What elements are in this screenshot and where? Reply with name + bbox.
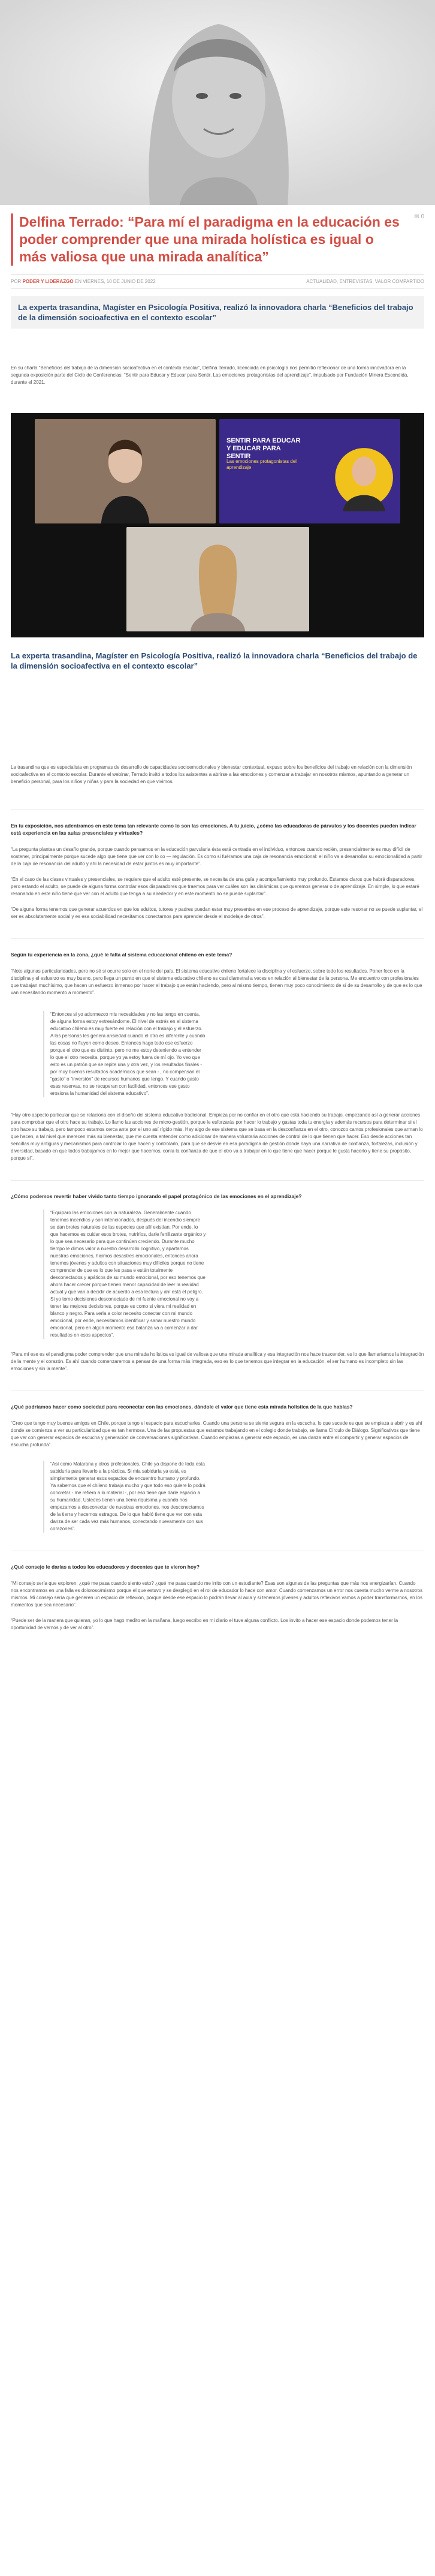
answer-3 <box>11 1351 424 1373</box>
answer-1c <box>11 906 424 920</box>
video-tile-speaker <box>126 527 309 631</box>
article-title-block <box>11 213 424 266</box>
answer-1b <box>11 876 424 898</box>
comment-count[interactable] <box>414 213 424 220</box>
article-meta <box>11 274 424 289</box>
banner-background <box>219 419 400 523</box>
answer-2a <box>11 968 424 997</box>
answer-3-text: “Para mí ese es el paradigma poder comprender que una mirada holística es igual de valiosa que una mirada analítica y esa integración nos hace trascender, es lo que llamaríamos la integración de la mente y el corazón. Es ahí cuando comenzaremos a pensar de una forma más integrada, eso es lo que tenemos que integrar en la educación, el ser humano es incompleto sin las emociones y sin la mente”. <box>11 1352 424 1371</box>
category-list[interactable]: ACTUALIDAD, ENTREVISTAS, VALOR COMPARTIDO <box>306 279 424 284</box>
question-3: ¿Cómo podemos revertir haber vivido tanto tiempo ignorando el papel protagónico de las emociones en el aprendizaje? <box>11 1193 302 1199</box>
pull-quote-1: “Entonces si yo adormezco mis necesidades y no las tengo en cuenta, de alguna forma estoy extresándome. El nivel de estrés en el sistema educativo chileno es muy fuerte en relación con el trabajo y el esfuerzo. A las personas les genera ansiedad cuando el otro es diferente y cuando las cosas no fluyen como deseo. Entonces hago todo ese esfuerzo porque el otro que es distinto, pero no me estoy deteniendo a entender lo que el otro necesita, porque yo ya estoy fuera de mí ojo. Yo veo que esto es un patrón que se repite una y otra vez, y los resultados finales - por muy buenos resultados académicos que sean - , no compensan el “gasto” o “inversión” de recursos humanos que tengo. Y cuando gasto esas reservas, no se recuperan con facilidad, entonces ese gasto erosiona la humanidad del sistema educativo”. <box>43 1011 206 1097</box>
comment-count-value: 0 <box>421 213 424 220</box>
comment-icon: ✉ <box>414 213 419 220</box>
video-player[interactable] <box>11 413 424 637</box>
intro-text: En su charla “Beneficios del trabajo de la dimensión socioafectiva en el contexto escolar”, Delfina Terrado, licenciada en psicología nos permitió reflexionar de una forma innovadora en la segunda exposición parte del Ciclo de Conferencias: “Sentir para Educar y Educar para Sentir. Las emociones protagonistas del aprendizaje”, impulsado por Fundación Minera Escondida, durante el 2021. <box>11 365 409 385</box>
interpreter-image <box>35 419 216 523</box>
answer-1a <box>11 846 424 868</box>
author-link[interactable]: PODER Y LIDERAZGO <box>22 279 74 284</box>
answer-4 <box>11 1420 424 1449</box>
intro-paragraph <box>11 365 424 386</box>
hero-photo <box>0 0 435 205</box>
answer-5a-text: “Mi consejo sería que exploren: ¿qué me pasa cuando siento esto? ¿qué me pasa cuando me irrito con un estudiante? Esas son algunas de las preguntas que más nos energizarían. Cuando nos encontramos en una falla es doloroso/mismo porque el que estuvo y se desplegó en el rol de educador lo hace con amor. Cuando comenzamos un error nos cuesta mucho verme a nosotros mismos. Mi consejo sería que generen un espacio de reflexión, porque desde ese espacio lo podrán llevar al aula y si tenemos jóvenes y adultos reflexivos vamos a poder transformarnos, en los momentos que sea necesario”. <box>11 1581 423 1608</box>
answer-2b-text: “Hay otro aspecto particular que se relaciona con el diseño del sistema educativo tradicional. Empieza por no confiar en el otro que está haciendo su trabajo, empezando así a generar acciones para comprobar que el otro hace su trabajo. Lo llamo las acciones de micro-gestión, porque le esforzarás por hacer lo trabajo y gastas toda tu energía y además recursos para determinar si el otro hace su trabajo, pero tampoco estamos cerca ante por el uno así rígido más. Hay algo de ese sistema que se basa en la desconfianza en el otro, conozco cantos profesionales que arman lo que hacen, a tal nivel que merecen más su bienestar, que me cuenta entender como adicionar de manera voluntaria acciones de control de lo que tienen que hacer. Eso desde acciones tan sencillas muy antiguas y mecanismos para controlar lo que hacen y controlarlo, para que se desvíe en esa paradigma de gestión donde haya una narrativa de confianza, fortalezas, inclusión y diversidad, basado en que todos trabajamos en lo mejor que hacemos, conla la confianza de que el otro va a trabajar en lo que tiene que hacer porque le gusta hacerlo y tiene su propósito, porque sí”. <box>11 1112 423 1161</box>
portrait-illustration <box>0 0 435 205</box>
answer-1c-text: “De alguna forma tenemos que generar acuerdos en que los adultos, tutores y padres puedan estar muy presentes en ese proceso de aprendizaje, porque este resonar no se puede suplantar, el ser es absolutamente social y es esa sociabilidad necesitamos conectarnos para aprender desde el modelaje de otros”. <box>11 907 423 919</box>
question-2: Según tu experiencia en la zona, ¿qué le falta al sistema educacional chileno en este tema? <box>11 952 232 958</box>
paragraph-1-text: La trasandina que es especialista en programas de desarrollo de capacidades socioemocionales y bienestar contextual, expuso sobre los beneficios del trabajo en relación con la dimensión socioafectiva en el contexto escolar. Durante el webinar, Terrado invitó a todos los asistentes a abrirse a las emociones y comenzar a trabajar en nosotros mismos, apuntando a generar un beneficio personal, para los niños y niñas y para la sociedad en que vivimos. <box>11 765 412 784</box>
answer-5b-text: “Puede ser de la manera que quieran, yo lo que hago medito en la mañana, luego escribo en mi diario el tuve alguna conflicto. Los invito a hacer ese espacio donde podemos tener la oportunidad de vernos y de ver al otro”. <box>11 1618 398 1630</box>
subhead <box>11 651 424 671</box>
question-4: ¿Qué podríamos hacer como sociedad para reconectar con las emociones, dándole el valor que tiene esta mirada holística de la que hablas? <box>11 1404 353 1410</box>
article-title: Delfina Terrado: “Para mí el paradigma en la educación es poder comprender que una mirada holística es igual o más valiosa que una mirada analítica” <box>19 214 400 264</box>
subhead-text: La experta trasandina, Magíster en Psicología Positiva, realizó la innovadora charla “Beneficios del trabajo de la dimensión socioafectiva en el contexto escolar” <box>11 651 418 670</box>
answer-1b-text: “En el caso de las clases virtuales y presenciales, se requiere que el adulto esté presente, se necesita de una guía y acompañamiento muy profundo. Estamos claros que habrá disparadores, pero estando el adulto, se puede de alguna forma controlar esos disparadores que traemos para ver cuáles son las dinámicas que queremos generar o de aprendizaje. En simple, lo que estaré resonando en este niño tiene que ver con el adulto que tenga a su alrededor y en este momento no se puede suplantar”. <box>11 877 419 896</box>
author-prefix: POR <box>11 279 22 284</box>
answer-4-text: “Creo que tengo muy buenos amigos en Chile, porque tengo el espacio para escucharles. Cuando una persona se siente segura en la escucha, lo que sucede es que se empieza a abrir y es ahí donde se comienza a ver su particularidad que es tan hermosa. Una de las propuestas que estamos trabajando en el colegio donde trabajo, se llama Círculo de Diálogo. Significativos que tiene que ver con generar espacios de escucha y generación de conversaciones significativas. Cuando empiezas a generar este espacio, es una danza entre el compartir y generar espacios de escucha profunda”. <box>11 1421 422 1448</box>
answer-2a-text: “Noto algunas particularidades, pero no sé si ocurre solo en el norte del país. El sistema educativo chileno fortalece la disciplina y el esfuerzo, sobre todo los resultados. Poner foco en la disciplina y el esfuerzo es muy bueno, pero llega un punto en que el sistema educativo chileno es casi diametral a veces en relación al bienestar de la persona. Me encuentro con profesionales que trabajan muchísimo, que hacen un esfuerzo inmenso por hacer el trabajo que están haciendo, pero al mismo tiempo, tienen muy poco conocimiento de sí de su desarrollo y de que es lo que van necesitando momento a momento”. <box>11 968 422 995</box>
video-tile-interpreter <box>35 419 216 523</box>
answer-2b <box>11 1112 424 1162</box>
answer-5b <box>11 1617 424 1632</box>
question-5: ¿Qué consejo le darías a todos los educadores y docentes que te vieron hoy? <box>11 1564 200 1570</box>
byline <box>11 279 156 284</box>
paragraph-1 <box>11 764 424 786</box>
video-tile-banner <box>219 419 400 523</box>
answer-1a-text: “La pregunta plantea un desafío grande, porque cuando pensamos en la educación parvularia ésta está centrada en el individuo, entonces cuando recién, presencialmente es muy difícil de sostener, principalmente porque sucede algo que tiene que ver con lo co — regulación. Es como si fuéramos una caja de resonancia emocional: el niño va a desarrollar su emocionalidad a partir de la caja de resonancia del adulto y ahí la necesidad de estar juntos es muy importante”. <box>11 847 422 866</box>
lead-summary <box>11 296 424 329</box>
pull-quote-2: “Equiparo las emociones con la naturaleza. Generalmente cuando tenemos incendios y son intencionados, después del incendio siempre se dan brotes naturales de las especies que allí existían. Por ende, lo que hacemos es cuidar esos brotes, nutrirlos, darle fertilizante orgánico y lo que sea necesario para que continúen creciendo. Durante mucho tiempo le dimos valor a nuestro desarrollo cognitivo, y apartamos nuestras emociones, hicimos desastres emocionales, entonces ahora tenemos jóvenes y adultos con situaciones muy difíciles porque no tiene comprender de que es lo que les pasa e están totalmente desconectados y apáticos de su mundo emocional, por eso tenemos que ahora hacer crecer porque tienen menor capacidad de leer la realidad actual y que van a decidir de acuerdo a esa lectura y ahí está el peligro. Si yo tomo decisiones desconectado de mi fuente emocional no voy a tener las mejores decisiones, porque es como si viera mi realidad en blanco y negro. Para verla a color necesito conectar con mi mundo emocional, por ende, necesitamos identificar y sanar nuestro mundo emocional, pero en algún momento esa balanza va a comenzar a dar resultados en esos aspectos”. <box>43 1209 206 1339</box>
lead-summary-text: La experta trasandina, Magíster en Psicología Positiva, realizó la innovadora charla “Beneficios del trabajo de la dimensión socioafectiva en el contexto escolar” <box>18 303 413 322</box>
banner-title: SENTIR PARA EDUCAR Y EDUCAR PARA SENTIR <box>226 437 301 460</box>
question-1: En tu exposición, nos adentramos en este tema tan relevante como lo son las emociones. A tu juicio, ¿cómo las educadoras de párvulos y los docentes pueden indicar está experiencia en las aulas presenciales y virtuales? <box>11 823 416 836</box>
banner-subtitle: Las emociones protagonistas del aprendizaje <box>226 459 297 470</box>
speaker-image <box>126 527 309 631</box>
pull-quote-3: “Así como Matarana y otros profesionales, Chile ya dispone de toda esta sabiduría para llevarlo a la práctica. Si mia sabiduría ya está, es simplemente generar esos espacios de encuentro humano y profundo. Ya sabemos que el chileno trabaja mucho y que todo eso quiere lo podrá concretar - me refiero a lo material -, por eso tiene que darle espacio a su humanidad. Ustedes tienen una tierra riquísima y cuando nos empezamos a desconectar de nuestras emociones, nos desconectamos de la tierra y hacemos estragos. De lo que habló tiene que ver con esta danza de ser cada vez más humanos, conectando nuevamente con sus corazones”. <box>43 1461 206 1533</box>
answer-5a <box>11 1580 424 1609</box>
publish-date: EN VIERNES, 10 DE JUNIO DE 2022 <box>74 279 156 284</box>
